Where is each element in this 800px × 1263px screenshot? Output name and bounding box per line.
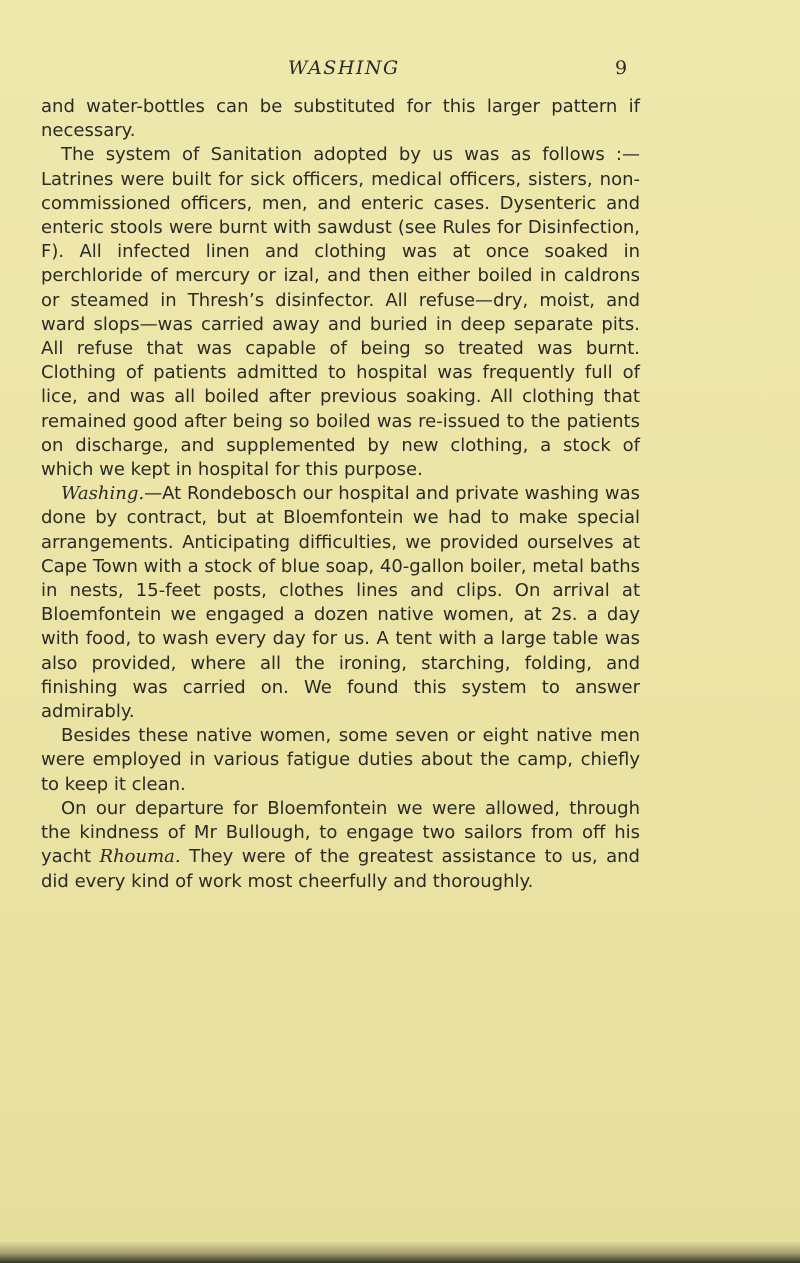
washing-heading: Washing. [61,483,145,505]
paragraph-washing [41,482,640,724]
washing-text: —At Rondebosch our hospital and private washing was done by contract, but at Bloemfontein we had to make special arrangements. Anticipating difficulties, we provided ourselves at Cape Town with a stock of blue soap, 40-gallon boiler, metal baths in nests, 15-feet posts, clothes lines and clips. On arrival at Bloemfontein we engaged a dozen native women, at 2s. a day with food, to wash every day for us. A tent with a large table was also provided, where all the ironing, starching, folding, and finishing was carried on. We found this system to answer admirably. [41,483,640,723]
body-text [41,95,640,894]
yacht-name: Rhouma. [99,846,181,868]
paragraph-sanitation: The system of Sanitation adopted by us was as follows :—Latrines were built for sick officers, medical officers, sisters, non-commissioned officers, men, and enteric cases. Dysenteric and enteric stools were burnt with sawdust (see Rules for Disinfection, F). All infected linen and clothing was at once soaked in perchloride of mercury or izal, and then either boiled in caldrons or steamed in Thresh’s disinfector. All refuse—dry, moist, and ward slops—was carried away and buried in deep separate pits. All refuse that was capable of being so treated was burnt. Clothing of patients admitted to hospital was frequently full of lice, and was all boiled after previous soaking. All clothing that remained good after being so boiled was re-issued to the patients on discharge, and supplemented by new clothing, a stock of which we kept in hospital for this purpose. [41,144,640,481]
running-head [0,57,800,87]
departure-text-b: They were of the greatest assistance to us, and did every kind of work most cheerfully and thoroughly. [41,846,640,892]
page-number: 9 [615,57,628,79]
departure-text-a: On our departure for Bloemfontein we were allowed, through the kindness of Mr Bullough, to engage two sailors from off his yacht [41,797,640,868]
page-bottom-shadow [0,1241,800,1263]
paragraph-continuation: and water-bottles can be substituted for this larger pattern if necessary. [41,96,640,142]
paragraph-native-men: Besides these native women, some seven or eight native men were employed in various fatigue duties about the camp, chiefly to keep it clean. [41,725,640,795]
paragraph-departure [41,797,640,894]
running-title: WASHING [288,57,400,79]
